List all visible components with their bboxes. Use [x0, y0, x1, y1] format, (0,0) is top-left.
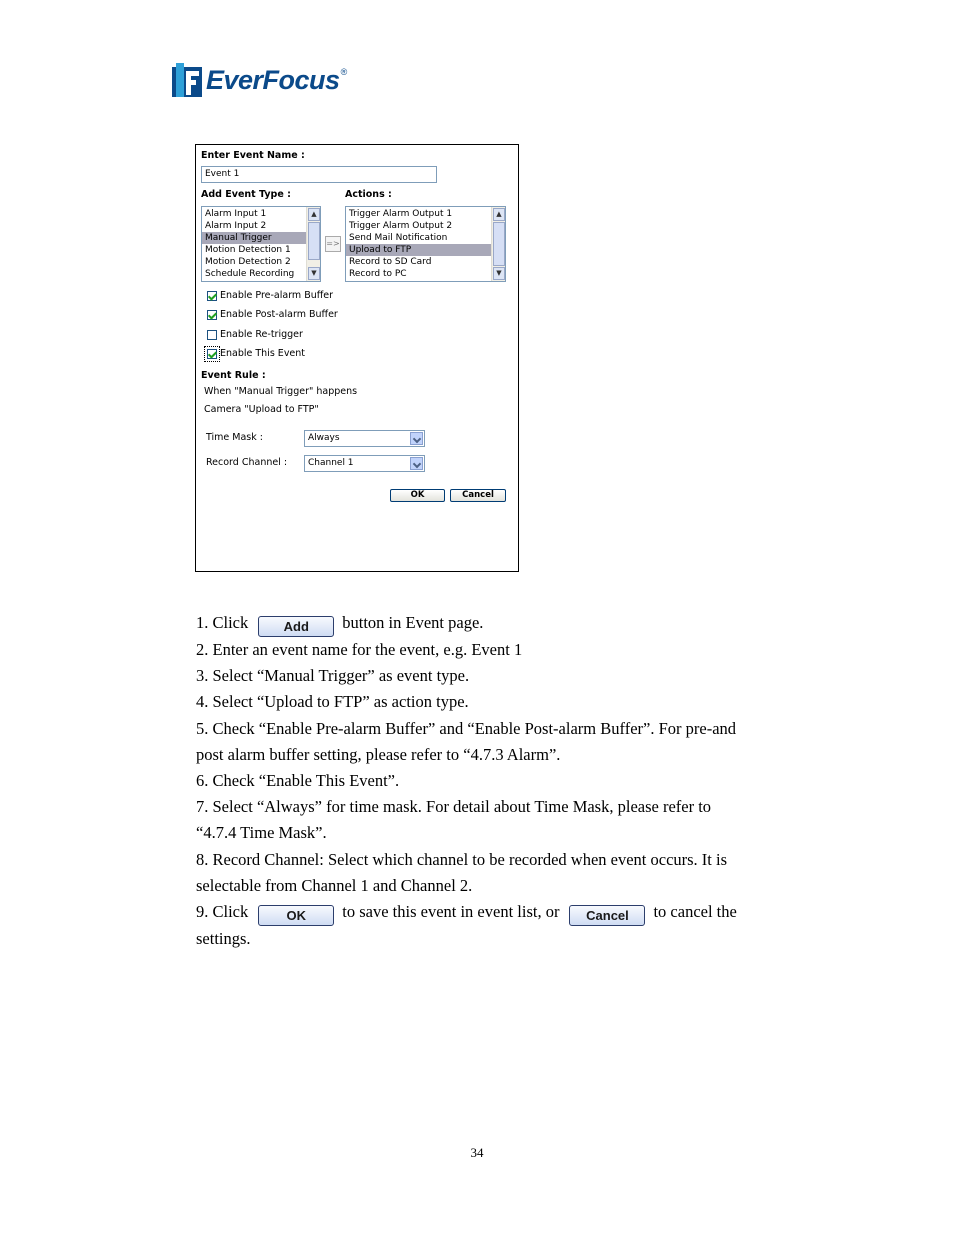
pre-alarm-checkbox[interactable] — [207, 291, 217, 301]
step-5a: 5. Check “Enable Pre-alarm Buffer” and “Enable Post-alarm Buffer”. For pre-and — [196, 718, 737, 738]
event-type-option[interactable]: Manual Trigger — [202, 232, 320, 244]
enable-event-checkbox[interactable] — [207, 349, 217, 359]
step-7b: “4.7.4 Time Mask”. — [196, 823, 327, 843]
event-type-option[interactable]: Motion Detection 2 — [205, 257, 291, 267]
ok-button[interactable]: OK — [390, 489, 445, 502]
scroll-up-icon[interactable]: ▲ — [493, 208, 505, 221]
action-option[interactable]: Record to PC — [349, 269, 407, 279]
scroll-down-icon[interactable]: ▼ — [308, 267, 320, 280]
post-alarm-checkbox-row[interactable] — [207, 309, 338, 320]
logo-text: EverFocus — [206, 64, 340, 95]
action-option[interactable]: Send Mail Notification — [349, 233, 448, 243]
logo-registered-mark: ® — [340, 67, 348, 77]
scroll-up-icon[interactable]: ▲ — [308, 208, 320, 221]
action-option[interactable]: Record to SD Card — [349, 257, 432, 267]
event-type-option[interactable]: Schedule Recording — [205, 269, 295, 279]
action-option[interactable]: Trigger Alarm Output 2 — [349, 221, 453, 231]
instruction-steps — [196, 610, 796, 952]
chevron-down-icon[interactable] — [410, 432, 423, 445]
ok-button-image: OK — [258, 905, 334, 926]
rule-line-2: Camera "Upload to FTP" — [204, 404, 319, 415]
step-8a: 8. Record Channel: Select which channel to be recorded when event occurs. It is — [196, 849, 728, 869]
add-action-arrow-button[interactable]: => — [325, 236, 341, 252]
scroll-down-icon[interactable]: ▼ — [493, 267, 505, 280]
step-2: 2. Enter an event name for the event, e.g. Event 1 — [196, 640, 523, 659]
actions-list[interactable] — [345, 206, 506, 282]
retrigger-checkbox[interactable] — [207, 330, 217, 340]
cancel-button[interactable]: Cancel — [450, 489, 506, 502]
enable-event-label: Enable This Event — [220, 348, 306, 359]
step-5b: post alarm buffer setting, please refer to “4.7.3 Alarm”. — [196, 744, 561, 764]
record-channel-value: Channel 1 — [308, 458, 354, 468]
time-mask-value: Always — [308, 433, 340, 443]
event-name-label: Enter Event Name : — [201, 150, 305, 161]
enable-event-checkbox-row[interactable] — [207, 348, 305, 359]
record-channel-label: Record Channel : — [206, 457, 288, 468]
event-rule-label: Event Rule : — [201, 370, 266, 381]
step-9b: settings. — [196, 929, 251, 949]
time-mask-select[interactable] — [304, 430, 425, 447]
add-button-image: Add — [258, 616, 334, 637]
actions-label: Actions : — [345, 189, 392, 200]
step-1: 1. Click Add button in Event page. — [196, 610, 796, 637]
event-name-input[interactable]: Event 1 — [201, 166, 437, 183]
event-type-option[interactable]: Alarm Input 2 — [205, 221, 267, 231]
step-3: 3. Select “Manual Trigger” as event type. — [196, 666, 470, 686]
event-type-list[interactable] — [201, 206, 321, 282]
event-type-label: Add Event Type : — [201, 189, 291, 200]
pre-alarm-checkbox-row[interactable] — [207, 290, 333, 301]
event-type-option[interactable]: Alarm Input 1 — [205, 209, 267, 219]
retrigger-checkbox-row[interactable] — [207, 329, 303, 340]
event-type-scrollbar[interactable] — [306, 207, 320, 281]
everfocus-logo — [172, 62, 347, 98]
cancel-button-image: Cancel — [569, 905, 645, 926]
post-alarm-checkbox[interactable] — [207, 310, 217, 320]
action-option[interactable]: Trigger Alarm Output 1 — [349, 209, 453, 219]
retrigger-label: Enable Re-trigger — [220, 329, 303, 340]
post-alarm-label: Enable Post-alarm Buffer — [220, 309, 338, 320]
event-dialog — [195, 144, 519, 572]
scroll-thumb[interactable] — [308, 222, 320, 260]
actions-scrollbar[interactable] — [491, 207, 505, 281]
time-mask-label: Time Mask : — [206, 432, 263, 443]
pre-alarm-label: Enable Pre-alarm Buffer — [220, 290, 334, 301]
logo-mark-icon — [172, 63, 202, 97]
event-type-option[interactable]: Motion Detection 1 — [205, 245, 291, 255]
step-9: 9. Click OK to save this event in event list, or Cancel to cancel the — [196, 899, 796, 926]
page-number: 34 — [470, 1145, 484, 1160]
step-4: 4. Select “Upload to FTP” as action type. — [196, 692, 469, 712]
record-channel-select[interactable] — [304, 455, 425, 472]
step-7a: 7. Select “Always” for time mask. For detail about Time Mask, please refer to — [196, 797, 712, 817]
step-6: 6. Check “Enable This Event”. — [196, 771, 400, 791]
chevron-down-icon[interactable] — [410, 457, 423, 470]
action-option[interactable]: Upload to FTP — [346, 244, 505, 256]
scroll-thumb[interactable] — [493, 222, 505, 266]
step-8b: selectable from Channel 1 and Channel 2. — [196, 875, 473, 895]
rule-line-1: When "Manual Trigger" happens — [204, 386, 358, 397]
